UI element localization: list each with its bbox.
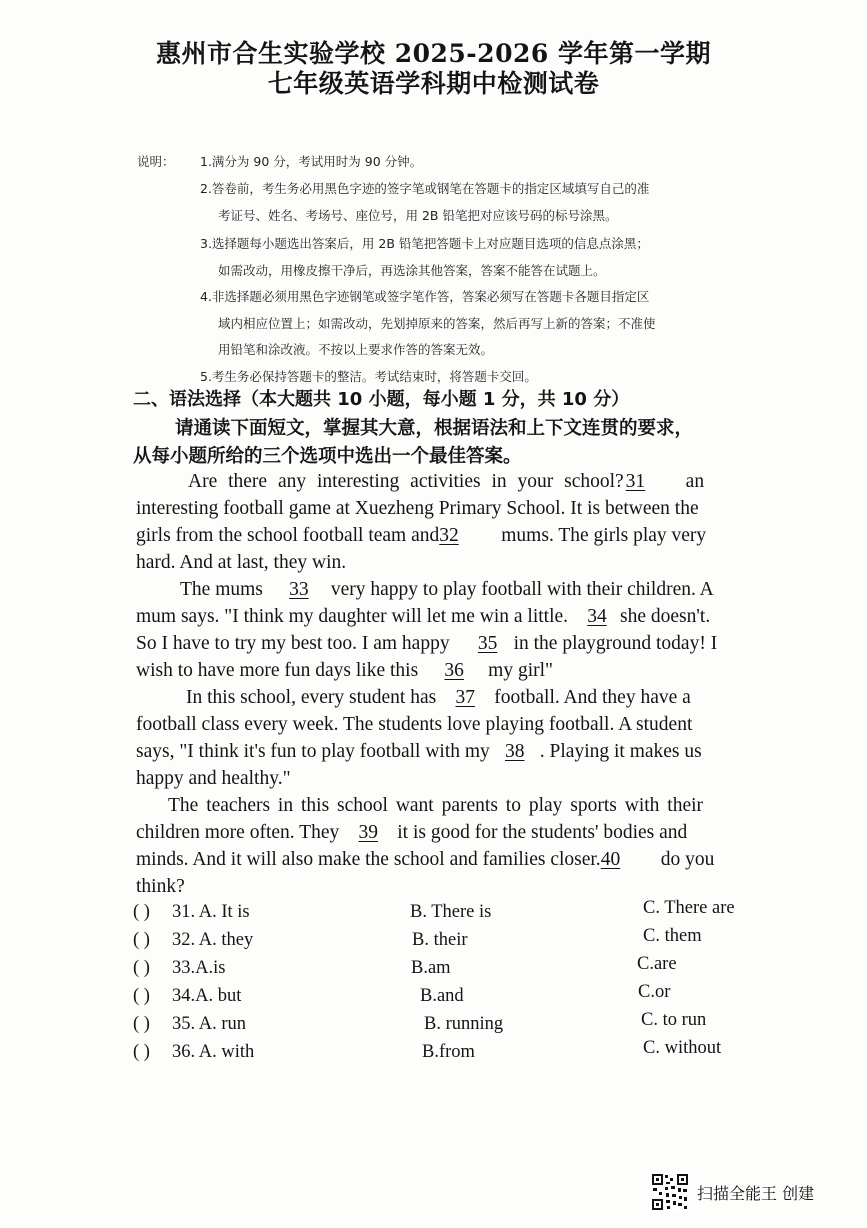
exam-title-line2: 七年级英语学科期中检测试卷 bbox=[267, 69, 600, 98]
option-c: C. without bbox=[643, 1038, 722, 1058]
blank-34: 34 bbox=[587, 606, 607, 627]
option-c: C. to run bbox=[641, 1010, 707, 1030]
section-instruction-2: 从每小题所给的三个选项中选出一个最佳答案。 bbox=[133, 446, 522, 467]
option-a: 34.A. but bbox=[172, 986, 242, 1006]
option-b: B. running bbox=[424, 1014, 504, 1034]
question-row bbox=[0, 954, 867, 986]
passage-line: wish to have more fun days like this 36 my girl" bbox=[136, 657, 553, 684]
blank-35: 35 bbox=[477, 633, 498, 654]
section-title: 二、语法选择（本大题共 10 小题，每小题 1 分，共 10 分） bbox=[133, 389, 630, 410]
note-line-1: 1.满分为 90 分，考试用时为 90 分钟。 bbox=[200, 154, 423, 169]
passage-line: mum says. "I think my daughter will let me win a little. 34 she doesn't. bbox=[136, 603, 710, 630]
blank-37: 37 bbox=[455, 687, 475, 708]
passage-line: In this school, every student has 37 football. And they have a bbox=[186, 684, 691, 711]
passage-line: happy and healthy." bbox=[136, 768, 291, 789]
note-line-6: 4.非选择题必须用黑色字迹钢笔或签字笔作答，答案必须写在答题卡各题目指定区 bbox=[200, 289, 650, 304]
passage-line: girls from the school football team and32 mums. The girls play very bbox=[136, 522, 706, 549]
passage-line: Are there any interesting activities in your school? 31 an bbox=[188, 468, 704, 495]
answer-bracket: ( ) bbox=[133, 986, 150, 1006]
option-b: B. their bbox=[412, 930, 468, 950]
exam-title-line1: 惠州市合生实验学校 2025-2026 学年第一学期 bbox=[156, 39, 711, 68]
answer-bracket: ( ) bbox=[133, 902, 150, 922]
note-line-2: 2.答卷前，考生务必用黑色字迹的签字笔或钢笔在答题卡的指定区域填写自己的准 bbox=[200, 181, 650, 196]
blank-31: 31 bbox=[625, 471, 646, 492]
option-a: 35. A. run bbox=[172, 1014, 246, 1034]
option-b: B.and bbox=[420, 986, 464, 1006]
answer-bracket: ( ) bbox=[133, 930, 150, 950]
scanner-watermark bbox=[651, 1172, 814, 1212]
note-line-8: 用铅笔和涂改液。不按以上要求作答的答案无效。 bbox=[218, 342, 494, 357]
answer-bracket: ( ) bbox=[133, 958, 150, 978]
blank-38: 38 bbox=[505, 741, 525, 762]
answer-bracket: ( ) bbox=[133, 1042, 150, 1062]
blank-33: 33 bbox=[289, 579, 309, 600]
passage-line: interesting football game at Xuezheng Primary School. It is between the bbox=[136, 498, 699, 519]
question-row bbox=[0, 1010, 867, 1042]
passage-line: says, "I think it's fun to play football with my 38 . Playing it makes us bbox=[136, 738, 702, 765]
note-line-7: 域内相应位置上；如需改动，先划掉原来的答案，然后再写上新的答案；不准使 bbox=[218, 316, 656, 331]
passage-line: football class every week. The students love playing football. A student bbox=[136, 714, 693, 735]
option-c: C. There are bbox=[643, 898, 735, 918]
option-c: C.are bbox=[637, 954, 677, 974]
passage-line: The teachers in this school want parents to play sports with their bbox=[168, 795, 704, 816]
question-row bbox=[0, 898, 867, 930]
note-line-4: 3.选择题每小题选出答案后，用 2B 铅笔把答题卡上对应题目选项的信息点涂黑； bbox=[200, 236, 649, 251]
note-line-5: 如需改动，用橡皮擦干净后，再选涂其他答案，答案不能答在试题上。 bbox=[218, 263, 606, 278]
blank-36: 36 bbox=[444, 660, 464, 681]
option-b: B. There is bbox=[410, 902, 492, 922]
passage-line: hard. And at last, they win. bbox=[136, 552, 347, 573]
option-b: B.am bbox=[411, 958, 451, 978]
question-row bbox=[0, 1038, 867, 1070]
option-b: B.from bbox=[422, 1042, 475, 1062]
qr-code-icon bbox=[651, 1173, 689, 1211]
blank-39: 39 bbox=[358, 822, 378, 843]
option-c: C. them bbox=[643, 926, 702, 946]
passage-line: think? bbox=[136, 876, 185, 897]
passage-line: minds. And it will also make the school and families closer.40 do you bbox=[136, 846, 714, 873]
notes-label: 说明： bbox=[137, 154, 175, 169]
passage-line: So I have to try my best too. I am happy 35 in the playground today! I bbox=[136, 630, 717, 657]
question-row bbox=[0, 926, 867, 958]
option-a: 31. A. It is bbox=[172, 902, 250, 922]
option-a: 32. A. they bbox=[172, 930, 254, 950]
blank-40: 40 bbox=[600, 849, 621, 870]
option-a: 36. A. with bbox=[172, 1042, 255, 1062]
passage-line: children more often. They 39 it is good for the students' bodies and bbox=[136, 819, 687, 846]
section-instruction-1: 请通读下面短文，掌握其大意，根据语法和上下文连贯的要求， bbox=[175, 418, 694, 439]
passage-line: The mums 33 very happy to play football with their children. A bbox=[180, 576, 714, 603]
note-line-9: 5.考生务必保持答题卡的整洁。考试结束时，将答题卡交回。 bbox=[200, 369, 537, 384]
note-line-3: 考证号、姓名、考场号、座位号，用 2B 铅笔把对应该号码的标号涂黑。 bbox=[218, 208, 618, 223]
watermark-text: 扫描全能王 创建 bbox=[697, 1183, 815, 1203]
question-row bbox=[0, 982, 867, 1014]
option-c: C.or bbox=[638, 982, 671, 1002]
answer-bracket: ( ) bbox=[133, 1014, 150, 1034]
option-a: 33.A.is bbox=[172, 958, 226, 978]
blank-32: 32 bbox=[439, 525, 459, 546]
